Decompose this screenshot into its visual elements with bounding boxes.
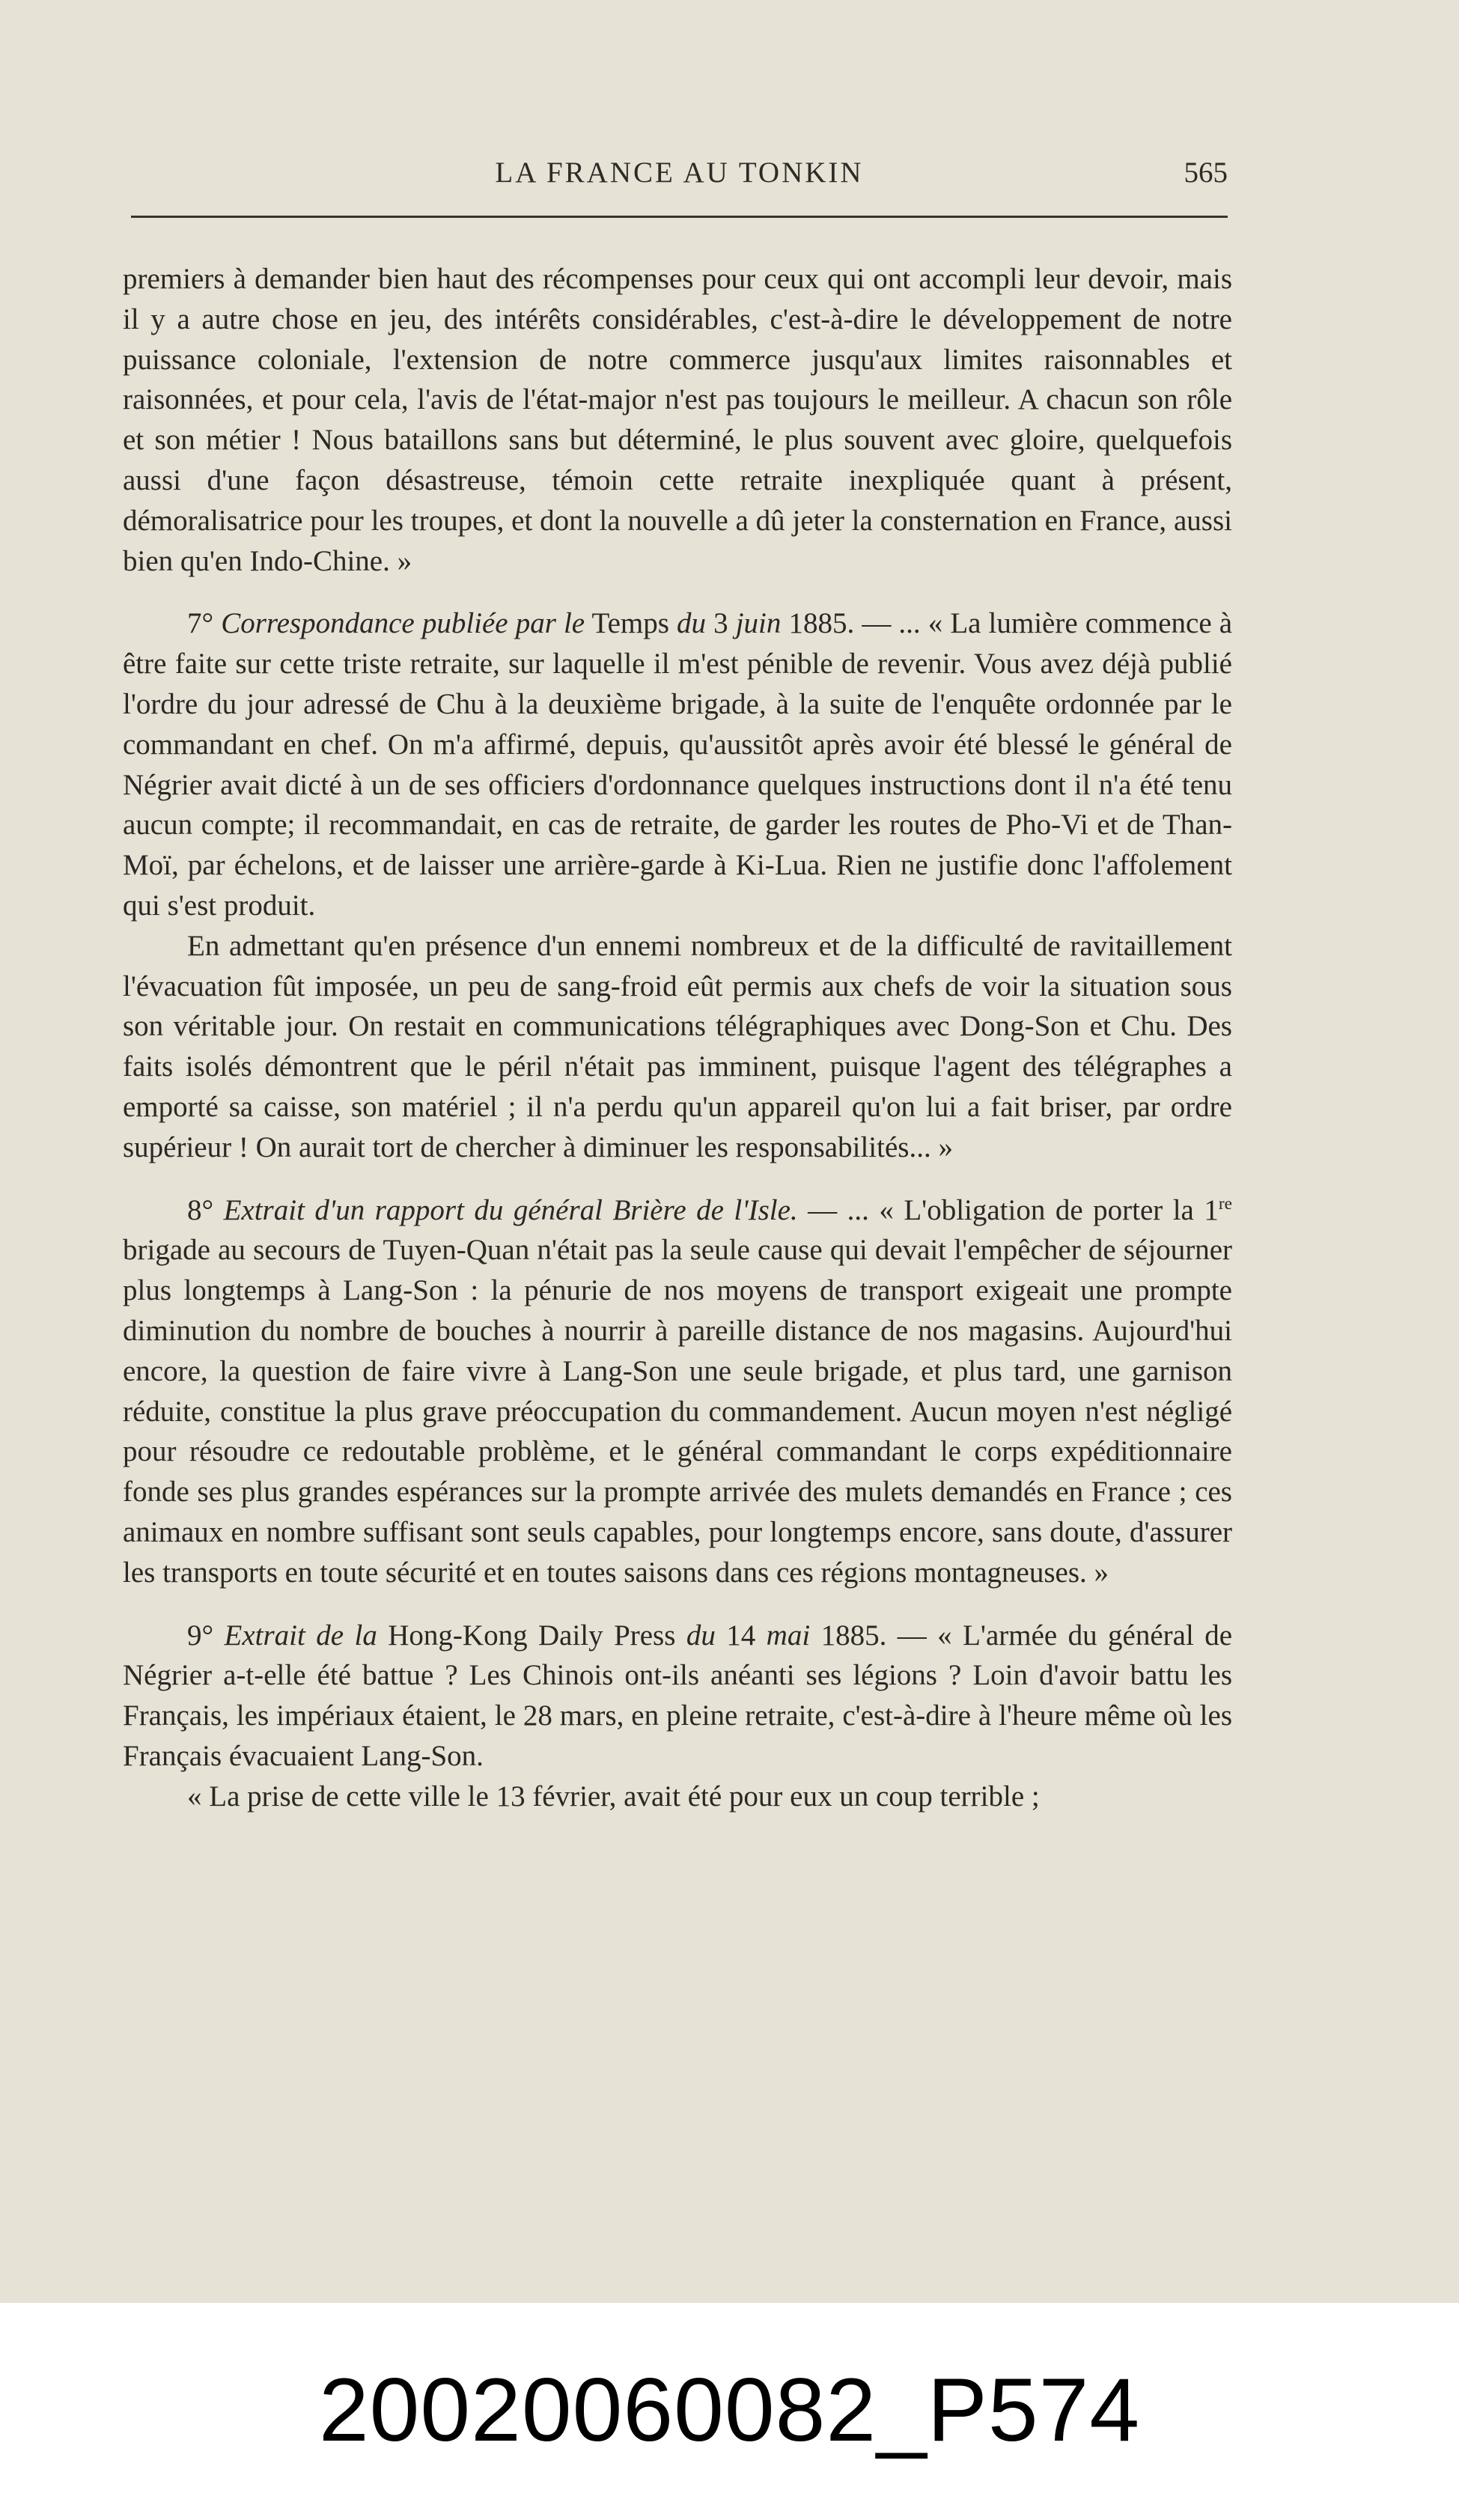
section-9-newspaper: Hong-Kong Daily Press	[388, 1619, 676, 1652]
catalog-id: 20020060082_P574	[318, 2360, 1141, 2460]
section-8-superscript: re	[1218, 1193, 1233, 1214]
section-7-paragraph	[123, 603, 1232, 925]
paragraph-continued: premiers à demander bien haut des récompenses pour ceux qui ont accompli leur devoir, mais il y a autre chose en jeu, des intérêts considérables, c'est-à-dire le développement de notre puissance coloniale, l'extension de notre commerce jusqu'aux limites raisonnables et raisonnées, et pour cela, l'avis de l'état-major n'est pas toujours le meilleur. A chacun son rôle et son métier ! Nous bataillons sans but déterminé, le plus souvent avec gloire, quelquefois aussi d'une façon désastreuse, témoin cette retraite inexpliquée quant à présent, démoralisatrice pour les troupes, et dont la nouvelle a dû jeter la consternation en France, aussi bien qu'en Indo-Chine. »	[123, 263, 1232, 577]
body-text	[123, 259, 1232, 1816]
section-8-text-a: — ... « L'obligation de porter la 1	[808, 1193, 1219, 1226]
section-7-date-prefix: du	[677, 607, 707, 640]
section-9-day: 14	[726, 1619, 756, 1652]
section-8-text-b: brigade au secours de Tuyen-Quan n'était pas la seule cause qui devait l'empêcher de séjourner plus longtemps à Lang-Son : la pénurie de nos moyens de transport exigeait une prompte diminution du nombre de bouches à nourrir à pareille distance de nos magasins. Aujourd'hui encore, la question de faire vivre à Lang-Son une seule brigade, et plus tard, une garnison réduite, constitue la plus grave préoccupation du commandement. Aucun moyen n'est négligé pour résoudre ce redoutable problème, et le général commandant le corps expéditionnaire fonde ses plus grandes espérances sur la prompte arrivée des mulets demandés en France ; ces animaux en nombre suffisant sont seuls capables, pour longtemps encore, sans doute, d'assurer les transports en toute sécurité et en toutes saisons dans ces régions montagneuses. »	[123, 1234, 1232, 1589]
section-9-date-prefix: du	[686, 1619, 716, 1652]
section-8-label: Extrait d'un rapport du général Brière de l'Isle.	[223, 1193, 798, 1226]
running-header	[131, 156, 1228, 201]
section-9-month: mai	[766, 1619, 811, 1652]
header-rule	[131, 216, 1228, 218]
section-7-month: juin	[735, 607, 782, 640]
section-9-number: 9°	[187, 1619, 214, 1652]
section-9-label: Extrait de la	[224, 1619, 377, 1652]
section-7-day: 3	[713, 607, 728, 640]
section-7-number: 7°	[187, 607, 214, 640]
section-9-text: 1885. — « L'armée du général de Négrier a-t-elle été battue ? Les Chinois ont-ils anéanti ses légions ? Loin d'avoir battu les Français, les impériaux étaient, le 28 mars, en pleine retraite, c'est-à-dire à l'heure même où les Français évacuaient Lang-Son.	[123, 1619, 1233, 1772]
section-9-paragraph	[123, 1616, 1232, 1777]
section-7-text: 1885. — ... « La lumière commence à être faite sur cette triste retraite, sur laquelle il m'est pénible de revenir. Vous avez déjà publié l'ordre du jour adressé de Chu à la deuxième brigade, à la suite de l'enquête ordonnée par le commandant en chef. On m'a affirmé, depuis, qu'aussitôt après avoir été blessé le général de Négrier avait dicté à un de ses officiers d'ordonnance quelques instructions dont il n'a été tenu aucun compte; il recommandait, en cas de retraite, de garder les routes de Pho-Vi et de Than-Moï, par échelons, et de laisser une arrière-garde à Ki-Lua. Rien ne justifie donc l'affolement qui s'est produit.	[123, 607, 1233, 922]
section-7-paragraph-2: En admettant qu'en présence d'un ennemi nombreux et de la difficulté de ravitaillement l'évacuation fût imposée, un peu de sang-froid eût permis aux chefs de voir la situation sous son véritable jour. On restait en communications télégraphiques avec Dong-Son et Chu. Des faits isolés démontrent que le péril n'était pas imminent, puisque l'agent des télégraphes a emporté sa caisse, son matériel ; il n'a perdu qu'un appareil qu'on lui a fait briser, par ordre supérieur ! On aurait tort de chercher à diminuer les responsabilités... »	[123, 929, 1232, 1163]
page-number: 565	[1184, 156, 1228, 189]
section-8-number: 8°	[187, 1193, 214, 1226]
section-9-paragraph-2: « La prise de cette ville le 13 février, avait été pour eux un coup terrible ;	[187, 1780, 1040, 1813]
section-7-newspaper: Temps	[591, 607, 669, 640]
section-8-paragraph	[123, 1190, 1232, 1593]
section-7-label: Correspondance publiée par le	[221, 607, 585, 640]
running-title: LA FRANCE AU TONKIN	[495, 156, 864, 189]
